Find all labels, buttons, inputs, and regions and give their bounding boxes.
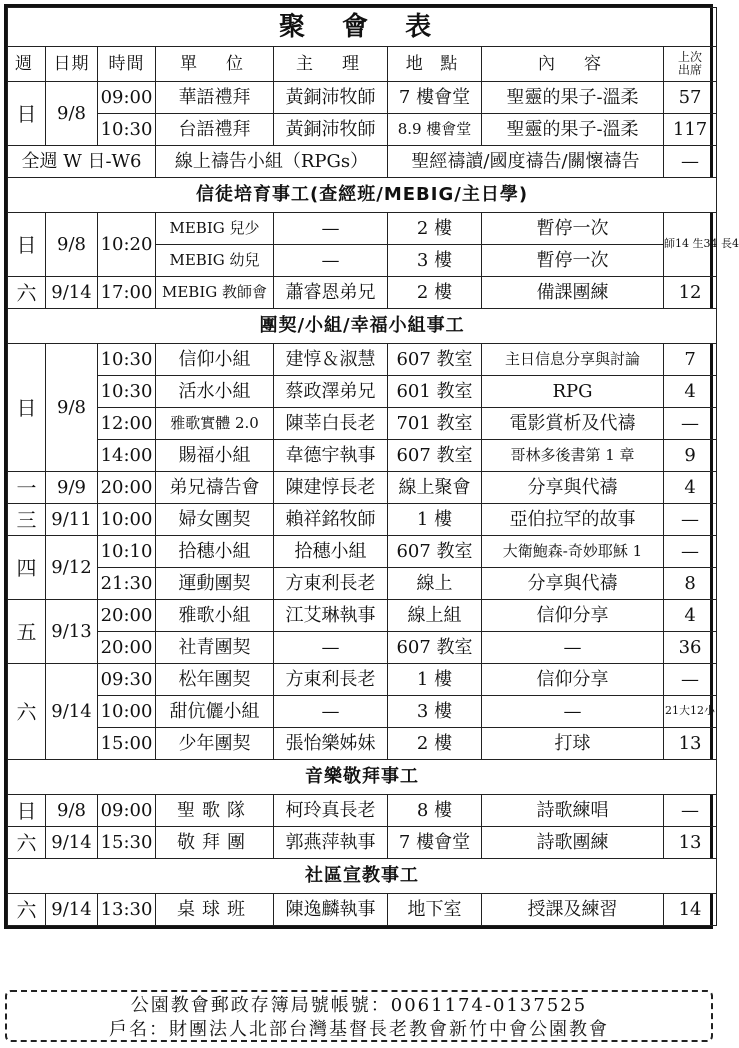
place-cell: 3 樓 [388,245,482,277]
day-cell: 六 [8,664,46,760]
content-cell: 分享與代禱 [482,568,664,600]
page-title: 聚 會 表 [8,8,717,47]
date-cell: 9/14 [46,827,98,859]
unit-cell: 松年團契 [156,664,274,696]
attendance-cell: 4 [664,600,717,632]
place-cell: 607 教室 [388,440,482,472]
attendance-cell: — [664,146,717,178]
attendance-cell: — [664,664,717,696]
header-attendance [664,47,717,82]
host-cell: 陳莘白長老 [274,408,388,440]
host-cell: 陳建惇長老 [274,472,388,504]
date-cell: 9/14 [46,894,98,926]
time-cell: 09:00 [98,82,156,114]
host-cell: 陳逸麟執事 [274,894,388,926]
unit-cell: 台語禮拜 [156,114,274,146]
place-cell: 2 樓 [388,277,482,309]
table-row [8,795,717,827]
unit-cell: 少年團契 [156,728,274,760]
place-cell: 1 樓 [388,664,482,696]
host-cell: 賴祥銘牧師 [274,504,388,536]
table-row [8,894,717,926]
unit-cell: 運動團契 [156,568,274,600]
table-row [8,827,717,859]
unit-cell: 雅歌實體 2.0 [156,408,274,440]
attendance-cell: 36 [664,632,717,664]
table-row [8,344,717,376]
place-cell: 2 樓 [388,728,482,760]
header-day: 週 [8,47,46,82]
attendance-cell: 13 [664,728,717,760]
table-row [8,277,717,309]
date-cell: 9/8 [46,344,98,472]
table-row [8,82,717,114]
attendance-cell: 117 [664,114,717,146]
attendance-cell: 9 [664,440,717,472]
bank-account-line: 公園教會郵政存簿局號帳號：0061174-0137525 [130,995,588,1016]
content-cell: 主日信息分享與討論 [482,344,664,376]
unit-cell: 拾穗小組 [156,536,274,568]
content-cell: 打球 [482,728,664,760]
attendance-cell: 4 [664,472,717,504]
time-cell: 10:20 [98,213,156,277]
table-row [8,472,717,504]
table-row [8,664,717,696]
attendance-cell: 4 [664,376,717,408]
header-attendance-line2: 出席 [678,63,703,77]
unit-cell: 雅歌小組 [156,600,274,632]
host-cell: 拾穗小組 [274,536,388,568]
content-cell: — [482,696,664,728]
place-cell: 601 教室 [388,376,482,408]
time-cell: 15:30 [98,827,156,859]
day-cell: 五 [8,600,46,664]
time-cell: 14:00 [98,440,156,472]
host-cell: — [274,696,388,728]
unit-cell: MEBIG 教師會 [156,277,274,309]
time-cell: 21:30 [98,568,156,600]
unit-cell: 賜福小組 [156,440,274,472]
section-title-community: 社區宣教事工 [8,859,717,894]
day-cell: 三 [8,504,46,536]
day-cell: 六 [8,277,46,309]
place-cell: 2 樓 [388,213,482,245]
unit-cell: 桌球班 [156,894,274,926]
unit-cell: 活水小組 [156,376,274,408]
time-cell: 20:00 [98,472,156,504]
attendance-cell: 7 [664,344,717,376]
host-cell: 建惇＆淑慧 [274,344,388,376]
date-cell: 9/8 [46,213,98,277]
content-cell: 信仰分享 [482,664,664,696]
attendance-cell: 13 [664,827,717,859]
time-cell: 15:00 [98,728,156,760]
content-cell: 哥林多後書第 1 章 [482,440,664,472]
date-cell: 9/12 [46,536,98,600]
table-row [8,440,717,472]
time-cell: 10:10 [98,536,156,568]
place-cell: 線上 [388,568,482,600]
place-cell: 8.9 樓會堂 [388,114,482,146]
time-cell: 10:00 [98,696,156,728]
day-cell: 六 [8,894,46,926]
time-cell: 12:00 [98,408,156,440]
time-cell: 10:30 [98,114,156,146]
header-place: 地 點 [388,47,482,82]
place-cell: 地下室 [388,894,482,926]
attendance-cell: — [664,504,717,536]
content-cell: 電影賞析及代禱 [482,408,664,440]
table-row [8,600,717,632]
place-cell: 7 樓會堂 [388,827,482,859]
header-time: 時間 [98,47,156,82]
host-cell: 江艾琳執事 [274,600,388,632]
content-cell: — [482,632,664,664]
time-cell: 10:00 [98,504,156,536]
unit-cell: 弟兄禱告會 [156,472,274,504]
host-cell: — [274,245,388,277]
place-cell: 7 樓會堂 [388,82,482,114]
place-cell: 607 教室 [388,536,482,568]
place-cell: 701 教室 [388,408,482,440]
unit-cell: 社青團契 [156,632,274,664]
unit-cell: 信仰小組 [156,344,274,376]
date-cell: 9/9 [46,472,98,504]
host-cell: — [274,213,388,245]
content-cell: RPG [482,376,664,408]
place-cell: 607 教室 [388,632,482,664]
header-unit: 單 位 [156,47,274,82]
table-row [8,408,717,440]
host-cell: 柯玲真長老 [274,795,388,827]
day-cell: 四 [8,536,46,600]
table-row [8,632,717,664]
host-cell: 蔡政澤弟兄 [274,376,388,408]
host-cell: 韋德宇執事 [274,440,388,472]
host-cell: 黃銅沛牧師 [274,82,388,114]
unit-cell: 婦女團契 [156,504,274,536]
table-row [8,146,717,178]
attendance-cell: 12 [664,277,717,309]
donation-footer [5,990,713,1042]
table-row [8,536,717,568]
host-cell: 方東利長老 [274,664,388,696]
day-cell: 一 [8,472,46,504]
content-cell: 詩歌團練 [482,827,664,859]
header-host: 主 理 [274,47,388,82]
schedule-sheet [4,4,739,929]
time-cell: 17:00 [98,277,156,309]
table-row [8,696,717,728]
host-cell: — [274,632,388,664]
date-cell: 9/8 [46,82,98,146]
time-cell: 09:30 [98,664,156,696]
content-cell: 大衛鮑森-奇妙耶穌 1 [482,536,664,568]
section-title-fellowship: 團契/小組/幸福小組事工 [8,309,717,344]
attendance-cell: 師14 生34 長4 [664,213,717,277]
section-title-training: 信徒培育事工(查經班/MEBIG/主日學) [8,178,717,213]
day-cell: 日 [8,344,46,472]
header-row [8,47,717,82]
time-cell: 10:30 [98,344,156,376]
host-cell: 方東利長老 [274,568,388,600]
day-cell: 日 [8,795,46,827]
place-cell: 線上聚會 [388,472,482,504]
content-cell: 詩歌練唱 [482,795,664,827]
section-title-music: 音樂敬拜事工 [8,760,717,795]
date-cell: 9/8 [46,795,98,827]
unit-cell: MEBIG 幼兒 [156,245,274,277]
attendance-cell: — [664,408,717,440]
unit-cell: 敬拜團 [156,827,274,859]
host-cell: 黃銅沛牧師 [274,114,388,146]
attendance-cell: 8 [664,568,717,600]
content-cell: 亞伯拉罕的故事 [482,504,664,536]
table-row [8,376,717,408]
content-cell: 授課及練習 [482,894,664,926]
attendance-cell: — [664,536,717,568]
table-row [8,213,717,245]
date-cell: 9/14 [46,664,98,760]
content-cell: 暫停一次 [482,245,664,277]
table-row [8,728,717,760]
time-cell: 13:30 [98,894,156,926]
place-cell: 1 樓 [388,504,482,536]
content-cell: 分享與代禱 [482,472,664,504]
day-cell: 日 [8,82,46,146]
day-cell: 六 [8,827,46,859]
table-row [8,568,717,600]
day-cell: 日 [8,213,46,277]
content-cell: 暫停一次 [482,213,664,245]
host-cell: 蕭睿恩弟兄 [274,277,388,309]
content-cell: 聖經禱讀/國度禱告/關懷禱告 [388,146,664,178]
time-cell: 10:30 [98,376,156,408]
place-cell: 3 樓 [388,696,482,728]
place-cell: 8 樓 [388,795,482,827]
unit-cell: 聖歌隊 [156,795,274,827]
time-cell: 20:00 [98,600,156,632]
unit-cell: MEBIG 兒少 [156,213,274,245]
header-attendance-line1: 上次 [678,50,703,65]
content-cell: 信仰分享 [482,600,664,632]
content-cell: 聖靈的果子-溫柔 [482,114,664,146]
time-cell: 09:00 [98,795,156,827]
attendance-cell: 21大12小 [664,696,717,728]
header-content: 內 容 [482,47,664,82]
unit-cell: 線上禱告小組（RPGs） [156,146,388,178]
content-cell: 備課團練 [482,277,664,309]
date-cell: 9/14 [46,277,98,309]
time-cell: 20:00 [98,632,156,664]
attendance-cell: 14 [664,894,717,926]
date-cell: 9/13 [46,600,98,664]
attendance-cell: 57 [664,82,717,114]
header-date: 日期 [46,47,98,82]
attendance-cell: — [664,795,717,827]
table-row [8,114,717,146]
place-cell: 607 教室 [388,344,482,376]
place-cell: 線上組 [388,600,482,632]
unit-cell: 華語禮拜 [156,82,274,114]
schedule-table [7,7,739,926]
host-cell: 郭燕萍執事 [274,827,388,859]
unit-cell: 甜伉儷小組 [156,696,274,728]
host-cell: 張怡樂姊妹 [274,728,388,760]
date-cell: 9/11 [46,504,98,536]
account-name-line: 戶名：財團法人北部台灣基督長老教會新竹中會公園教會 [109,1019,609,1040]
weekly-label-cell: 全週 W 日-W6 [8,146,156,178]
table-row [8,504,717,536]
content-cell: 聖靈的果子-溫柔 [482,82,664,114]
